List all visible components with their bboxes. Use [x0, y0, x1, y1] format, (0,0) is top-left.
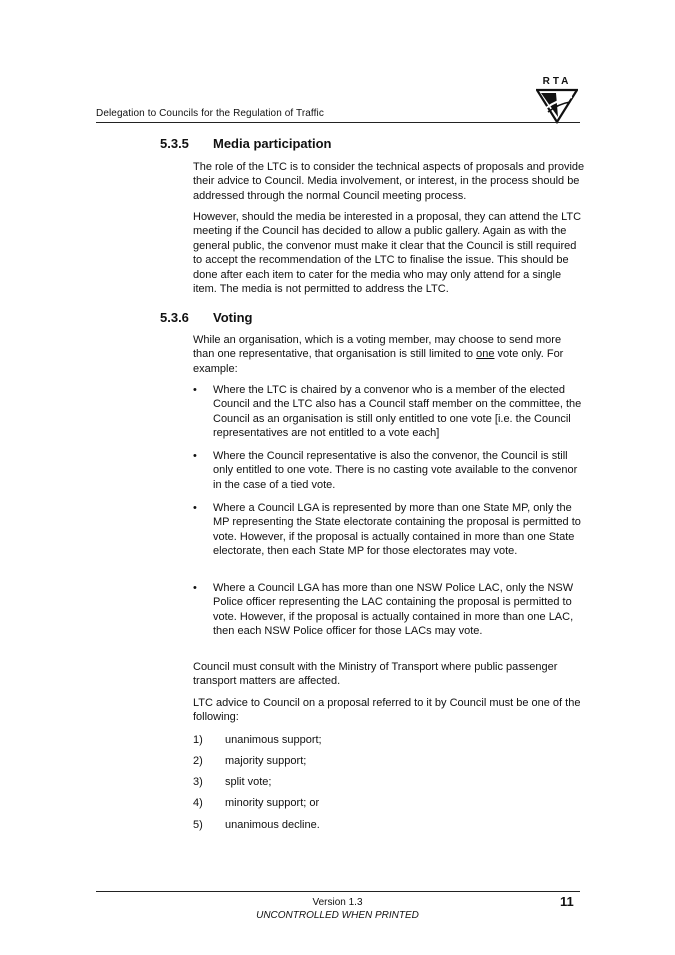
- list-number: 2): [193, 755, 203, 767]
- list-item: [193, 775, 271, 789]
- media-paragraph-1: The role of the LTC is to consider the technical aspects of proposals and provide their advice to Council. Media involvement, or interest, in the process should be addressed through the normal Council meeting process.: [193, 161, 585, 202]
- section-title: Voting: [213, 310, 253, 325]
- section-title: Media participation: [213, 136, 332, 151]
- list-item: [193, 818, 320, 832]
- list-number: 4): [193, 797, 203, 809]
- bullet-text: Where a Council LGA is represented by more than one State MP, only the MP representing the State electorate containing the proposal is permitted to vote. However, if the proposal is actually contained in more than one State electorate, then each State MP for those electorates may vote.: [213, 502, 581, 558]
- list-number: 3): [193, 776, 203, 788]
- list-text: minority support; or: [225, 797, 320, 809]
- consult-paragraph: Council must consult with the Ministry of Transport where public passenger transport matters are affected.: [193, 661, 558, 688]
- list-item: [193, 796, 319, 810]
- list-item: [193, 733, 322, 747]
- footer-divider: [96, 891, 580, 892]
- bullet-icon: •: [193, 582, 197, 594]
- advice-paragraph: LTC advice to Council on a proposal referred to it by Council must be one of the following:: [193, 697, 581, 724]
- intro-text-end: vote only. For example:: [193, 348, 564, 375]
- rta-logo-text: RTA: [542, 76, 572, 87]
- intro-underlined-word: one: [476, 348, 495, 361]
- bullet-text: Where a Council LGA has more than one NSW Police LAC, only the NSW Police officer representing the LAC containing the proposal is permitted to vote. However, if the proposal is actually contained in more than one LAC, then each NSW Police officer for those LACs may vote.: [213, 582, 574, 638]
- list-text: majority support;: [225, 755, 307, 767]
- list-item: [193, 754, 306, 768]
- bullet-icon: •: [193, 502, 197, 514]
- document-title: Delegation to Councils for the Regulation of Traffic: [96, 108, 324, 119]
- voting-intro-paragraph: [193, 333, 585, 376]
- list-text: split vote;: [225, 776, 272, 788]
- uncontrolled-note: UNCONTROLLED WHEN PRINTED: [256, 910, 419, 921]
- rta-logo: [532, 76, 582, 124]
- bullet-text: Where the LTC is chaired by a convenor who is a member of the elected Council and the LTC also has a Council staff member on the committee, the Council as an organisation is still only entitled to one vote [i.e. the Council representatives are not entitled to a vote each]: [213, 384, 582, 440]
- list-text: unanimous support;: [225, 734, 322, 746]
- footer-version: Version 1.3: [312, 897, 363, 908]
- section-number: 5.3.5: [160, 136, 189, 151]
- list-number: 1): [193, 734, 203, 746]
- rta-logo-icon: [536, 88, 578, 124]
- media-paragraph-2: However, should the media be interested in a proposal, they can attend the LTC meeting if the Council has decided to allow a public gallery. Again as with the general public, the convenor must make it clear that the Council is still required to accept the recommendation of the LTC to finalise the issue. This should be done after each item to cater for the media who may only attend for a single item. The media is not permitted to address the LTC.: [193, 211, 582, 296]
- bullet-text: Where the Council representative is also the convenor, the Council is still only entitled to one vote. There is no casting vote available to the convenor in the case of a tied vote.: [213, 450, 578, 491]
- bullet-icon: •: [193, 450, 197, 462]
- section-heading-voting: [160, 310, 252, 325]
- section-heading-media: [160, 136, 331, 151]
- list-number: 5): [193, 819, 203, 831]
- section-number: 5.3.6: [160, 310, 189, 325]
- header-divider: [96, 122, 580, 123]
- list-text: unanimous decline.: [225, 819, 320, 831]
- page-number: 11: [560, 894, 574, 909]
- bullet-icon: •: [193, 384, 197, 396]
- intro-text-start: While an organisation, which is a voting member, may choose to send more than one representative, that organisation is still limited to: [193, 334, 562, 361]
